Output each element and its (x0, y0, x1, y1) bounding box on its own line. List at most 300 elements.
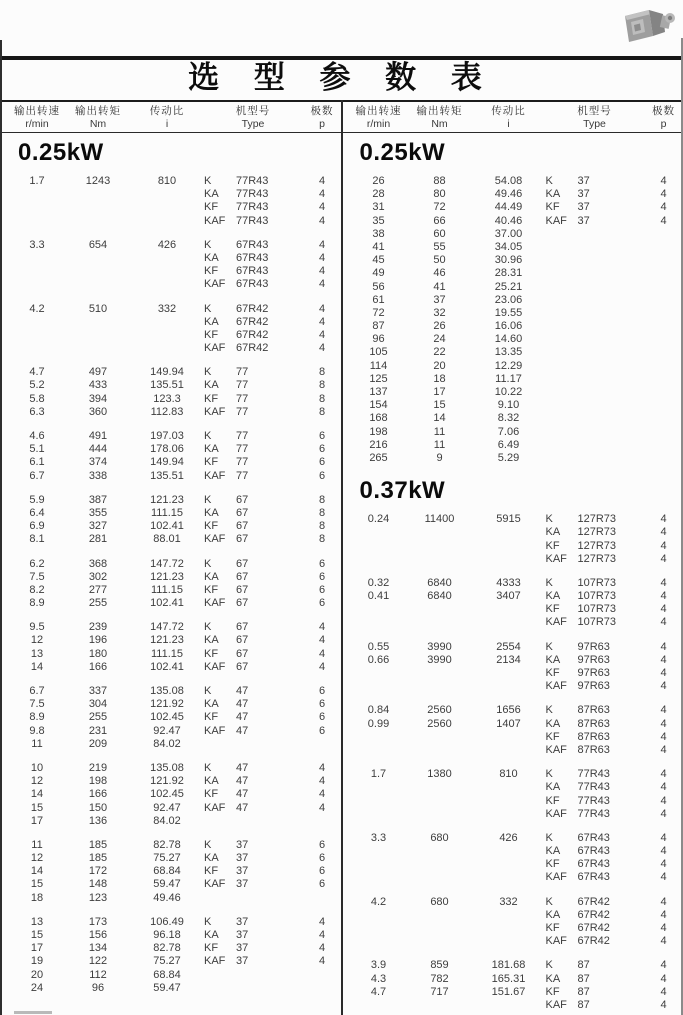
table-row (342, 307, 683, 320)
column-header-unit: Type (583, 118, 606, 130)
cell-pole-number: 4 (660, 539, 667, 552)
table-row (0, 711, 342, 724)
cell-output-torque: 510 (88, 302, 108, 315)
cell-pole-number: 4 (318, 188, 326, 201)
table-row (342, 373, 683, 386)
model-number: 107R73 (577, 590, 617, 603)
cell-output-speed (350, 680, 408, 693)
model-number: 67R42 (577, 935, 610, 948)
table-row (0, 443, 342, 456)
cell-pole-number (644, 452, 683, 465)
cell-model-type (204, 188, 302, 201)
cell-ratio: 92.47 (153, 724, 181, 737)
table-row (0, 878, 342, 891)
cell-pole-number: 4 (660, 998, 667, 1011)
model-prefix: KAF (545, 743, 567, 756)
cell-ratio (472, 808, 546, 821)
table-row (0, 329, 342, 342)
model-prefix (204, 892, 236, 905)
table-row (342, 526, 683, 539)
cell-output-speed: 7.5 (29, 570, 45, 583)
cell-pole-number: 4 (318, 302, 326, 315)
cell-output-speed: 17 (30, 814, 44, 827)
cell-pole-number: 4 (660, 845, 667, 858)
model-prefix: KAF (204, 878, 226, 891)
model-prefix: K (545, 513, 553, 526)
cell-output-torque: 231 (88, 724, 108, 737)
cell-output-speed (350, 871, 408, 884)
cell-output-torque: 2560 (427, 704, 452, 717)
table-row (0, 661, 342, 674)
model-prefix: KA (204, 852, 219, 865)
cell-output-torque: 1243 (85, 175, 111, 187)
cell-ratio: 5.29 (497, 451, 520, 464)
cell-ratio: 332 (499, 895, 518, 908)
cell-model-type (546, 871, 644, 884)
model-prefix: K (545, 175, 553, 187)
model-prefix: KAF (204, 597, 226, 610)
model-number: 67 (236, 520, 249, 533)
cell-ratio: 25.21 (494, 280, 523, 293)
cell-output-speed: 14 (30, 865, 44, 878)
table-row (0, 366, 342, 379)
cell-output-speed (350, 845, 408, 858)
cell-output-torque (408, 553, 472, 566)
cell-ratio: 102.45 (150, 711, 184, 724)
cell-ratio (472, 871, 546, 884)
cell-output-speed: 26 (372, 175, 385, 187)
cell-output-torque (66, 342, 130, 355)
cell-model-type (546, 935, 644, 948)
cell-ratio: 37.00 (494, 227, 523, 240)
cell-output-torque: 255 (88, 597, 108, 610)
model-prefix: KA (204, 570, 219, 583)
cell-pole-number: 4 (318, 775, 326, 788)
cell-output-torque: 355 (88, 506, 108, 519)
cell-output-speed: 216 (369, 438, 388, 451)
model-prefix (546, 426, 578, 439)
cell-output-torque: 134 (88, 942, 108, 955)
cell-output-torque: 50 (433, 254, 446, 267)
cell-pole-number: 4 (318, 660, 326, 673)
model-number: 77 (236, 430, 249, 442)
cell-pole-number (302, 892, 342, 905)
model-prefix: KF (204, 265, 219, 278)
cell-model-type (546, 616, 644, 629)
table-row (342, 641, 683, 654)
cell-model-type (546, 267, 644, 280)
model-prefix: K (204, 838, 212, 851)
cell-pole-number: 4 (318, 788, 326, 801)
model-prefix (546, 412, 578, 425)
table-row (342, 553, 683, 566)
table-row (342, 452, 683, 465)
cell-output-torque: 15 (433, 399, 446, 412)
cell-output-speed: 41 (372, 240, 385, 253)
cell-output-speed: 28 (372, 188, 385, 201)
model-prefix: KF (545, 603, 560, 616)
cell-model-type (204, 929, 302, 942)
cell-model-type (546, 307, 644, 320)
gearmotor-photo-icon (619, 2, 677, 48)
cell-model-type (546, 768, 644, 781)
cell-output-speed: 87 (372, 320, 385, 333)
table-row (0, 738, 342, 751)
cell-output-torque (408, 909, 472, 922)
model-prefix: KA (204, 506, 219, 519)
table-row (342, 346, 683, 359)
model-prefix (546, 439, 578, 452)
cell-output-speed (8, 252, 66, 265)
cell-model-type (546, 704, 644, 717)
cell-output-speed: 125 (369, 372, 388, 385)
cell-output-torque: 680 (430, 895, 449, 908)
model-number: 77R43 (236, 201, 269, 214)
cell-output-torque: 123 (88, 891, 108, 904)
model-number: 107R73 (577, 576, 617, 589)
cell-model-type (204, 698, 302, 711)
cell-pole-number (644, 373, 683, 386)
row-group (0, 430, 342, 483)
model-prefix (546, 320, 578, 333)
model-number: 67 (236, 557, 249, 570)
column-header-unit: p (319, 118, 325, 130)
table-row (342, 590, 683, 603)
model-number: 87R63 (577, 704, 610, 717)
cell-pole-number: 8 (318, 405, 326, 418)
model-number: 67R42 (236, 328, 269, 341)
cell-output-speed (350, 731, 408, 744)
cell-ratio: 13.35 (494, 346, 523, 359)
cell-ratio: 135.51 (150, 379, 184, 392)
model-number: 97R63 (577, 640, 610, 653)
cell-output-speed: 12 (30, 775, 44, 788)
cell-model-type (546, 731, 644, 744)
model-number: 37 (236, 942, 249, 955)
model-prefix: KA (545, 781, 561, 794)
cell-output-speed (8, 215, 66, 228)
cell-output-torque (408, 999, 472, 1012)
table-row (342, 808, 683, 821)
cell-ratio (472, 603, 546, 616)
cell-pole-number (302, 815, 342, 828)
cell-output-torque (408, 935, 472, 948)
cell-output-torque (66, 201, 130, 214)
model-prefix: K (545, 895, 553, 908)
cell-pole-number: 4 (660, 794, 667, 807)
cell-output-torque: 166 (88, 788, 108, 801)
cell-model-type (204, 201, 302, 214)
cell-ratio: 121.23 (150, 493, 184, 506)
cell-output-torque (66, 265, 130, 278)
cell-ratio: 16.06 (494, 320, 523, 333)
cell-output-torque: 209 (88, 737, 108, 750)
cell-output-speed: 5.8 (29, 392, 45, 405)
cell-model-type (204, 762, 302, 775)
cell-output-torque: 6840 (427, 576, 452, 589)
table-row (342, 935, 683, 948)
cell-model-type (546, 858, 644, 871)
table-row (0, 597, 342, 610)
model-prefix: KF (545, 730, 560, 743)
cell-ratio (130, 215, 204, 228)
cell-ratio: 151.67 (491, 985, 526, 998)
cell-model-type (204, 252, 302, 265)
model-prefix: K (204, 430, 212, 442)
model-prefix: K (545, 831, 553, 844)
cell-pole-number: 4 (660, 858, 667, 871)
table-row (342, 832, 683, 845)
model-number: 77R43 (577, 768, 610, 781)
row-group (342, 832, 683, 885)
table-row (342, 241, 683, 254)
model-prefix: K (545, 640, 553, 653)
cell-output-torque: 156 (88, 929, 108, 941)
cell-output-torque: 3990 (427, 653, 452, 666)
cell-ratio: 123.3 (153, 392, 181, 405)
table-row (0, 802, 342, 815)
model-number: 67 (236, 660, 249, 673)
model-prefix: K (204, 366, 212, 379)
cell-ratio: 178.06 (150, 443, 184, 456)
cell-pole-number (644, 307, 683, 320)
cell-ratio: 34.05 (494, 240, 523, 253)
model-prefix: K (204, 915, 212, 928)
cell-model-type (204, 443, 302, 456)
cell-output-speed: 61 (372, 293, 385, 306)
cell-pole-number: 4 (318, 265, 326, 278)
model-number: 77 (236, 392, 249, 405)
cell-ratio: 59.47 (153, 878, 181, 891)
cell-ratio: 96.18 (153, 929, 181, 941)
cell-pole-number: 4 (660, 935, 667, 948)
row-group (0, 303, 342, 356)
table-row (342, 858, 683, 871)
cell-pole-number: 4 (660, 831, 667, 844)
cell-model-type (546, 795, 644, 808)
table-row (342, 215, 683, 228)
cell-output-speed: 9.5 (29, 621, 45, 634)
table-row (342, 667, 683, 680)
model-number: 77R43 (236, 214, 269, 227)
table-row (0, 278, 342, 291)
cell-output-torque: 185 (88, 852, 108, 865)
cell-output-speed: 15 (30, 801, 44, 814)
cell-ratio: 54.08 (494, 175, 523, 187)
cell-pole-number: 4 (660, 972, 667, 985)
table-row (0, 507, 342, 520)
cell-output-torque: 88 (433, 175, 446, 187)
column-header-unit: Type (241, 118, 265, 130)
cell-output-speed (350, 858, 408, 871)
cell-pole-number: 4 (318, 278, 326, 291)
cell-output-speed: 137 (369, 386, 388, 398)
cell-model-type (546, 320, 644, 333)
cell-ratio: 2554 (496, 640, 521, 653)
cell-output-speed (350, 909, 408, 922)
cell-ratio: 426 (499, 831, 518, 844)
row-group (0, 916, 342, 995)
column-header (204, 105, 302, 131)
cell-pole-number: 4 (318, 342, 326, 355)
cell-pole-number: 4 (660, 871, 667, 884)
table-row (342, 718, 683, 731)
model-number: 37 (577, 175, 590, 187)
cell-pole-number: 4 (660, 680, 667, 693)
cell-model-type (546, 373, 644, 386)
cell-pole-number: 6 (318, 685, 326, 697)
model-number: 47 (236, 685, 249, 697)
cell-model-type (546, 999, 644, 1012)
table-row (342, 320, 683, 333)
cell-pole-number: 4 (660, 201, 667, 214)
table-row (0, 456, 342, 469)
cell-pole-number: 4 (660, 807, 667, 820)
model-number: 67R42 (236, 315, 269, 328)
cell-pole-number: 4 (318, 634, 326, 647)
model-number: 67 (236, 647, 249, 660)
table-row (0, 265, 342, 278)
cell-output-speed: 11 (31, 838, 43, 851)
row-group (0, 494, 342, 547)
cell-model-type (204, 648, 302, 661)
cell-output-torque: 1380 (427, 768, 452, 781)
cell-output-torque: 180 (88, 647, 108, 660)
model-prefix: KAF (545, 616, 567, 629)
model-prefix: K (545, 959, 553, 972)
cell-output-torque (408, 845, 472, 858)
cell-output-torque (408, 526, 472, 539)
cell-ratio: 30.96 (494, 254, 523, 267)
cell-output-speed: 12 (30, 634, 44, 647)
cell-ratio: 112.83 (150, 405, 184, 418)
cell-pole-number: 4 (318, 942, 326, 955)
cell-output-speed: 56 (372, 280, 385, 293)
cell-model-type (546, 808, 644, 821)
model-number: 77R43 (236, 188, 269, 201)
cell-ratio: 82.78 (153, 942, 181, 955)
table-row (0, 558, 342, 571)
model-prefix: KAF (204, 533, 226, 546)
cell-output-torque: 338 (88, 469, 108, 482)
table-row (342, 188, 683, 201)
cell-output-speed: 6.4 (29, 506, 45, 519)
model-number: 87R63 (577, 717, 610, 730)
model-number: 67 (236, 493, 249, 506)
cell-model-type (204, 685, 302, 698)
cell-output-torque: 20 (433, 359, 446, 372)
table-row (0, 621, 342, 634)
model-number: 127R73 (577, 513, 617, 526)
model-prefix: K (204, 175, 212, 187)
table-row (342, 399, 683, 412)
cell-pole-number: 6 (318, 597, 326, 610)
cell-output-speed: 5.9 (29, 493, 45, 506)
table-row (0, 239, 342, 252)
cell-output-speed: 4.2 (370, 895, 387, 908)
cell-output-speed: 45 (372, 254, 385, 267)
cell-output-speed: 105 (369, 346, 388, 359)
table-row (0, 303, 342, 316)
model-number: 37 (236, 878, 249, 891)
cell-ratio: 147.72 (150, 557, 184, 570)
cell-ratio: 102.41 (150, 520, 184, 533)
cell-output-speed (8, 188, 66, 201)
model-prefix: KA (545, 972, 561, 985)
cell-ratio: 68.84 (153, 968, 181, 981)
cell-pole-number: 6 (318, 583, 326, 596)
cell-model-type (204, 584, 302, 597)
cell-ratio: 135.51 (150, 469, 184, 482)
column-header-unit: Nm (89, 118, 107, 130)
cell-ratio (472, 680, 546, 693)
model-number: 47 (236, 788, 249, 801)
cell-pole-number: 4 (660, 895, 667, 908)
model-number: 67R43 (236, 265, 269, 278)
cell-pole-number: 4 (660, 985, 667, 998)
cell-output-torque: 166 (88, 660, 108, 673)
cell-model-type (204, 533, 302, 546)
cell-model-type (204, 507, 302, 520)
column-header-row (342, 102, 683, 133)
cell-output-torque: 782 (430, 972, 449, 985)
table-row (0, 865, 342, 878)
cell-output-torque: 859 (430, 959, 449, 972)
model-prefix: KAF (204, 801, 226, 814)
table-row (0, 725, 342, 738)
cell-pole-number: 6 (318, 557, 326, 570)
model-prefix: KA (204, 315, 219, 328)
cell-output-torque: 337 (88, 685, 108, 697)
cell-output-torque (408, 616, 472, 629)
model-prefix (204, 738, 236, 751)
cell-model-type (546, 680, 644, 693)
model-prefix (204, 815, 236, 828)
model-prefix: KAF (545, 871, 567, 884)
cell-ratio (130, 316, 204, 329)
cell-output-torque (66, 188, 130, 201)
page-title: 选 型 参 数 表 (188, 60, 495, 95)
cell-output-torque: 360 (88, 405, 108, 418)
cell-model-type (546, 513, 644, 526)
cell-output-torque: 136 (88, 814, 108, 827)
cell-model-type (204, 942, 302, 955)
cell-pole-number (644, 241, 683, 254)
cell-model-type (204, 725, 302, 738)
cell-model-type (204, 788, 302, 801)
model-prefix (546, 399, 578, 412)
cell-model-type (204, 316, 302, 329)
table-row (342, 680, 683, 693)
cell-output-speed (8, 201, 66, 214)
table-row (0, 252, 342, 265)
cell-output-speed: 15 (30, 878, 44, 891)
cell-model-type (204, 852, 302, 865)
cell-model-type (546, 294, 644, 307)
cell-pole-number: 6 (318, 698, 326, 711)
table-row (342, 959, 683, 972)
cell-ratio (472, 667, 546, 680)
cell-model-type (546, 399, 644, 412)
model-number: 67R42 (577, 922, 610, 934)
model-prefix: KAF (545, 935, 567, 948)
column-header (644, 105, 683, 131)
cell-output-torque: 394 (88, 392, 108, 405)
cell-output-torque: 122 (88, 955, 108, 968)
cell-pole-number: 4 (318, 621, 326, 634)
cell-model-type (546, 412, 644, 425)
cell-ratio: 181.68 (491, 959, 526, 972)
